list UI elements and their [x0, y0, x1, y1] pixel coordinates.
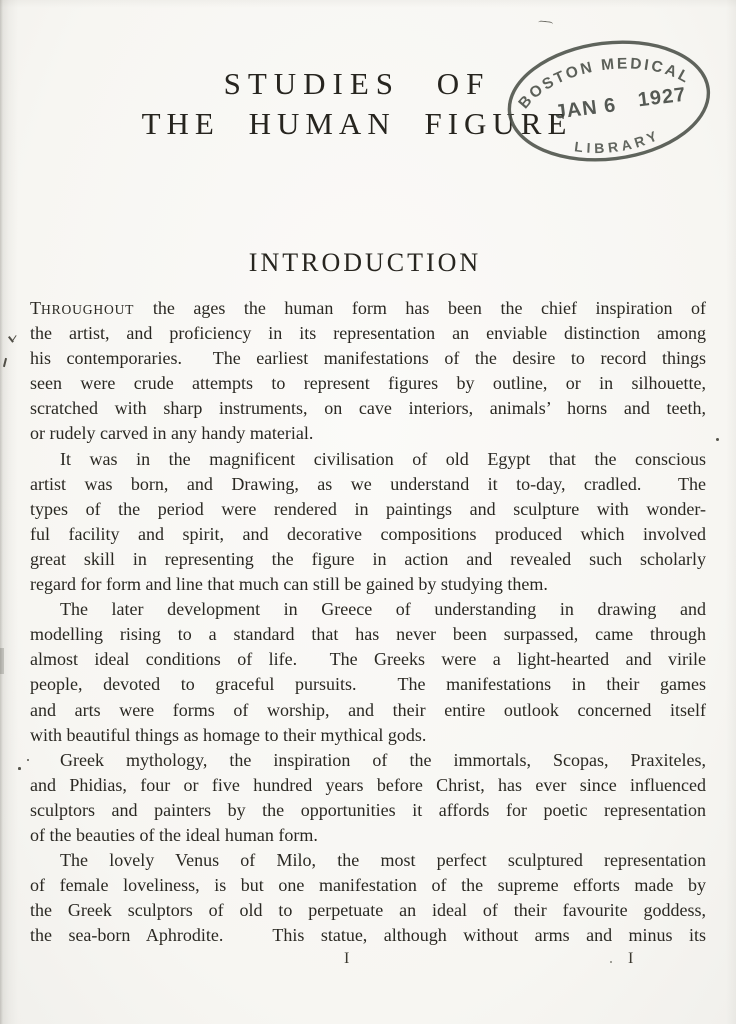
signature-mark: I: [628, 950, 634, 967]
text-line: with beautiful things as homage to their mythical gods.: [30, 724, 427, 745]
margin-mark: [3, 358, 7, 367]
text-line: the artist, and proficiency in its representation an enviable distinction among: [30, 323, 706, 344]
edge-smudge: [0, 648, 4, 674]
text-line: of the beauties of the ideal human form.: [30, 824, 318, 845]
paragraph-5: [30, 848, 706, 948]
text-line: The later development in Greece of understanding in drawing and: [60, 599, 706, 620]
text-line: ful facility and spirit, and decorative compositions produced which involved: [30, 523, 706, 544]
stamp-arc-bottom-text: [571, 126, 664, 160]
library-stamp: [495, 25, 723, 178]
text-line: the sea-born Aphrodite. This statue, although without arms and minus its: [30, 925, 706, 946]
ink-speck: [18, 767, 21, 770]
lead-small-caps: HROUGHOUT: [41, 302, 135, 317]
library-stamp-svg: [495, 25, 723, 178]
text-line: and Phidias, four or five hundred years before Christ, has ever since influenced: [30, 774, 706, 795]
text-line: his contemporaries. The earliest manifestations of the desire to record things: [30, 348, 706, 369]
text-line: people, devoted to graceful pursuits. The manifestations in their games: [30, 674, 706, 695]
text-line: of female loveliness, is but one manifestation of the supreme efforts made by: [30, 875, 706, 896]
paragraph-3: [30, 597, 706, 748]
body-text: [30, 296, 706, 948]
paragraph-2: [30, 447, 706, 598]
stamp-date-year: 1927: [636, 83, 688, 112]
section-heading: INTRODUCTION: [248, 248, 482, 277]
text-line: the Greek sculptors of old to perpetuate an ideal of their favourite goddess,: [30, 900, 706, 921]
ink-speck: [27, 759, 29, 761]
paragraph-4: [30, 748, 706, 848]
stamp-arc-bottom-label: LIBRARY: [573, 126, 663, 157]
text-line: Greek mythology, the inspiration of the immortals, Scopas, Praxiteles,: [60, 749, 706, 770]
text-line: sculptors and painters by the opportunities it affords for poetic representation: [30, 799, 706, 820]
text-line-lead: [30, 296, 706, 321]
paragraph-1: [30, 296, 706, 447]
text-line: scratched with sharp instruments, on cave interiors, animals’ horns and teeth,: [30, 398, 706, 419]
text-line: great skill in representing the figure in action and revealed such scholarly: [30, 548, 706, 569]
margin-mark: [12, 335, 17, 341]
scan-squiggle-mark: [538, 20, 553, 27]
text-line: It was in the magnificent civilisation of old Egypt that the conscious: [60, 448, 706, 469]
page-number: I: [344, 950, 350, 967]
title-line-1: STUDIES OF: [223, 66, 491, 101]
lead-capital: T: [30, 298, 41, 318]
text-line: regard for form and line that much can still be gained by studying them.: [30, 574, 548, 595]
paragraph-1-rest: [30, 321, 706, 446]
text-line: and arts were forms of worship, and their entire outlook concerned itself: [30, 699, 706, 720]
line-text: the ages the human form has been the chief inspiration of: [134, 298, 706, 318]
text-line: modelling rising to a standard that has never been surpassed, came through: [30, 624, 706, 645]
stamp-date-day: JAN 6: [553, 94, 618, 124]
ink-speck: [610, 961, 612, 963]
ink-speck: [716, 438, 719, 441]
text-line: almost ideal conditions of life. The Greeks were a light-hearted and virile: [30, 649, 706, 670]
text-line: artist was born, and Drawing, as we understand it to-day, cradled. The: [30, 473, 706, 494]
text-line: The lovely Venus of Milo, the most perfect sculptured representation: [60, 850, 706, 871]
title-line-2: THE HUMAN FIGURE: [141, 106, 573, 141]
text-line: types of the period were rendered in paintings and sculpture with wonder-: [30, 498, 706, 519]
stamp-arc-top-label: BOSTON MEDICAL: [515, 55, 694, 113]
text-line: seen were crude attempts to represent figures by outline, or in silhouette,: [30, 373, 706, 394]
text-line: or rudely carved in any handy material.: [30, 423, 314, 444]
